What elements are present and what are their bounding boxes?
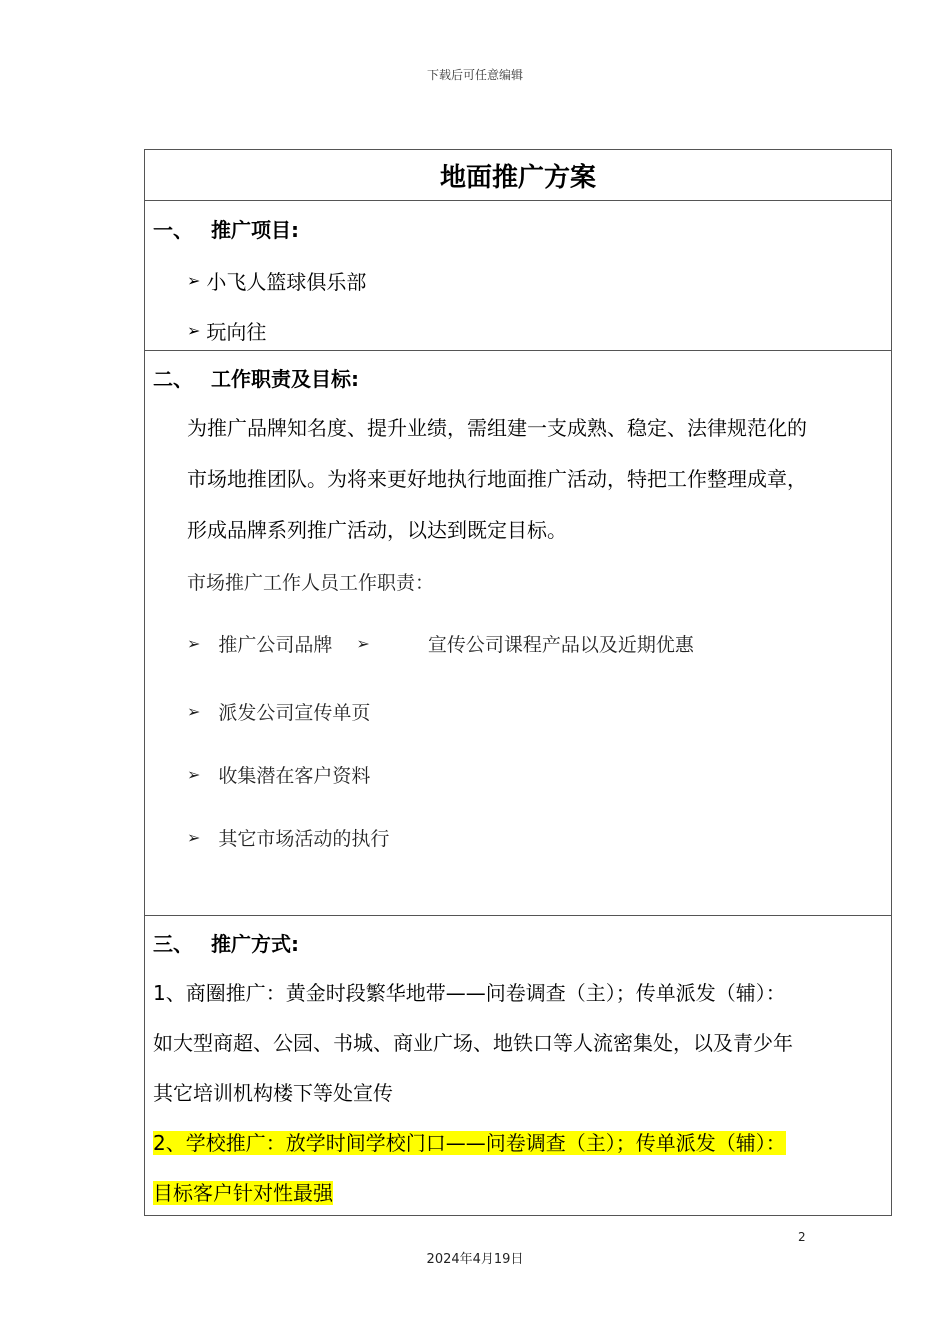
paragraph-line: 其它培训机构楼下等处宣传 <box>153 1081 393 1105</box>
section-3-number: 三、 <box>153 931 193 956</box>
duties-title: 市场推广工作人员工作职责： <box>187 571 435 594</box>
list-item-text: 宣传公司课程产品以及近期优惠 <box>427 633 694 656</box>
section-3-item-1 <box>145 968 891 1118</box>
section-2-paragraph <box>145 403 891 556</box>
footer-date: 2024年4月19日 <box>426 1252 524 1267</box>
list-item-text: 推广公司品牌 <box>218 633 333 656</box>
list-item-text: 小飞人篮球俱乐部 <box>206 269 367 294</box>
list-item <box>145 606 891 680</box>
section-1-number: 一、 <box>153 217 193 242</box>
section-1-title: 推广项目: <box>211 217 299 242</box>
paragraph-line: 为推广品牌知名度、提升业绩，需组建一支成熟、稳定、法律规范化的 <box>187 416 807 440</box>
page-number: 2 <box>798 1230 806 1244</box>
section-2-heading <box>145 351 891 403</box>
section-2-number: 二、 <box>153 366 193 391</box>
highlighted-line: 目标客户针对性最强 <box>153 1181 333 1205</box>
list-item <box>145 305 891 355</box>
section-2-title: 工作职责及目标: <box>211 366 359 391</box>
document-table <box>144 149 892 1216</box>
list-item-text: 收集潜在客户资料 <box>218 765 371 787</box>
header-note: 下载后可任意编辑 <box>426 68 523 82</box>
section-3 <box>145 915 891 1215</box>
list-item-text: 派发公司宣传单页 <box>218 702 371 724</box>
arrow-bullet-icon: ➢ <box>356 633 370 653</box>
list-item <box>145 743 891 806</box>
document-title: 地面推广方案 <box>439 162 596 193</box>
arrow-bullet-icon: ➢ <box>187 765 201 784</box>
paragraph-line: 1、商圈推广：黄金时段繁华地带——问卷调查（主）；传单派发（辅）： <box>153 981 786 1005</box>
list-item <box>145 255 891 305</box>
section-1-heading <box>145 201 891 255</box>
paragraph-line: 市场地推团队。为将来更好地执行地面推广活动，特把工作整理成章， <box>187 467 807 491</box>
section-2 <box>145 350 891 915</box>
paragraph-line: 如大型商超、公园、书城、商业广场、地铁口等人流密集处，以及青少年 <box>153 1031 793 1055</box>
highlighted-line: 2、学校推广：放学时间学校门口——问卷调查（主）；传单派发（辅）： <box>153 1131 786 1155</box>
paragraph-line: 形成品牌系列推广活动，以达到既定目标。 <box>187 518 567 542</box>
arrow-bullet-icon: ➢ <box>187 828 201 847</box>
list-item <box>145 806 891 869</box>
list-item-text: 玩向往 <box>206 319 267 344</box>
arrow-bullet-icon: ➢ <box>187 320 201 340</box>
arrow-bullet-icon: ➢ <box>187 702 201 721</box>
list-item-text: 其它市场活动的执行 <box>218 828 390 850</box>
arrow-bullet-icon: ➢ <box>187 633 201 653</box>
section-3-heading <box>145 916 891 968</box>
section-1 <box>145 200 891 350</box>
section-3-title: 推广方式: <box>211 931 299 956</box>
list-item <box>145 680 891 743</box>
title-row <box>145 150 891 200</box>
arrow-bullet-icon: ➢ <box>187 270 201 290</box>
section-3-item-2 <box>145 1118 891 1218</box>
